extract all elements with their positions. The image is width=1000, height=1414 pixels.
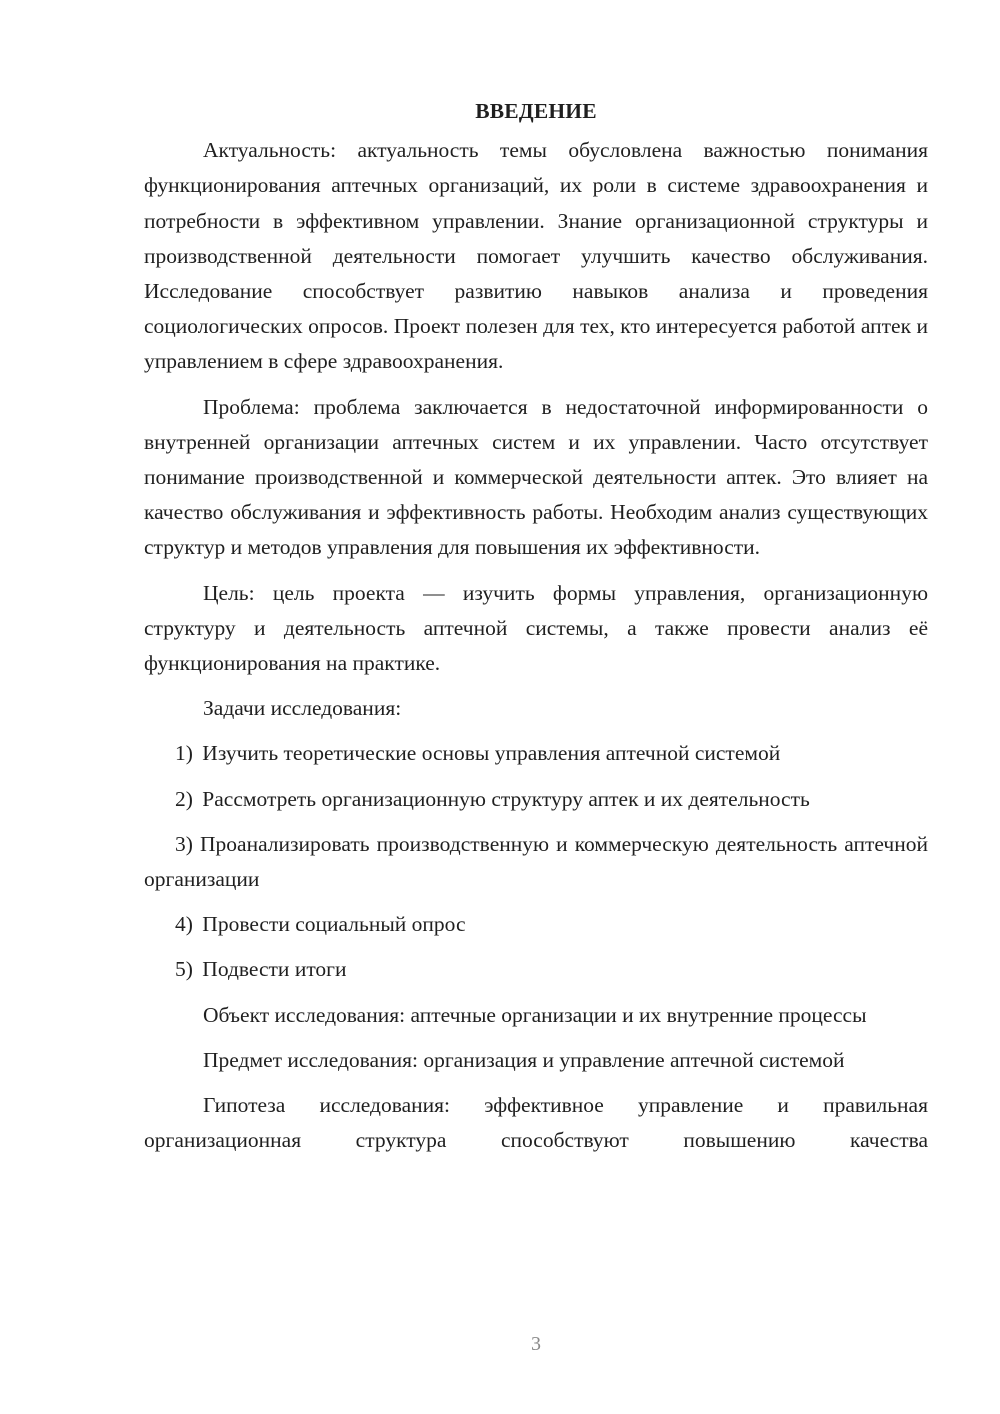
problem-paragraph: Проблема: проблема заключается в недостаточной информированности о внутренней организации аптечных систем и их управлении. Часто отсутствует понимание производственной и коммерческой деятельности аптек. Это влияет на качество обслуживания и эффективность работы. Необходим анализ существующих структур и методов управления для повышения их эффективности. bbox=[144, 394, 928, 560]
task-number: 4) bbox=[175, 912, 193, 937]
task-item-3 bbox=[144, 827, 928, 897]
task-item-1 bbox=[144, 736, 928, 771]
task-item-5 bbox=[144, 952, 928, 987]
task-text: Рассмотреть организационную структуру аптек и их деятельность bbox=[202, 786, 810, 811]
task-text: Проанализировать производственную и коммерческую деятельность аптечной организации bbox=[144, 831, 929, 892]
task-number: 3) bbox=[175, 831, 193, 856]
task-number: 5) bbox=[175, 957, 193, 982]
page-content bbox=[144, 94, 928, 1168]
task-text: Подвести итоги bbox=[202, 957, 347, 982]
task-text: Изучить теоретические основы управления аптечной системой bbox=[202, 741, 781, 766]
tasks-heading: Задачи исследования: bbox=[203, 696, 402, 721]
hypothesis-paragraph: Гипотеза исследования: эффективное управление и правильная организационная структура способствуют повышению качества bbox=[144, 1093, 928, 1153]
task-item-2 bbox=[144, 782, 928, 817]
task-item-4 bbox=[144, 907, 928, 942]
subject-paragraph: Предмет исследования: организация и управление аптечной системой bbox=[203, 1047, 845, 1072]
task-number: 2) bbox=[175, 786, 193, 811]
page-number: 3 bbox=[531, 1333, 541, 1355]
relevance-paragraph: Актуальность: актуальность темы обусловлена важностью понимания функционирования аптечных организаций, их роли в системе здравоохранения и потребности в эффективном управлении. Знание организационной структуры и производственной деятельности помогает улучшить качество обслуживания. Исследование способствует развитию навыков анализа и проведения социологических опросов. Проект полезен для тех, кто интересуется работой аптек и управлением в сфере здравоохранения. bbox=[144, 138, 928, 374]
goal-paragraph: Цель: цель проекта — изучить формы управления, организационную структуру и деятельность аптечной системы, а также провести анализ её функционирования на практике. bbox=[144, 580, 928, 676]
section-title: ВВЕДЕНИЕ bbox=[475, 99, 597, 123]
task-number: 1) bbox=[175, 741, 193, 766]
task-text: Провести социальный опрос bbox=[202, 912, 466, 937]
object-paragraph: Объект исследования: аптечные организации и их внутренние процессы bbox=[203, 1002, 867, 1027]
